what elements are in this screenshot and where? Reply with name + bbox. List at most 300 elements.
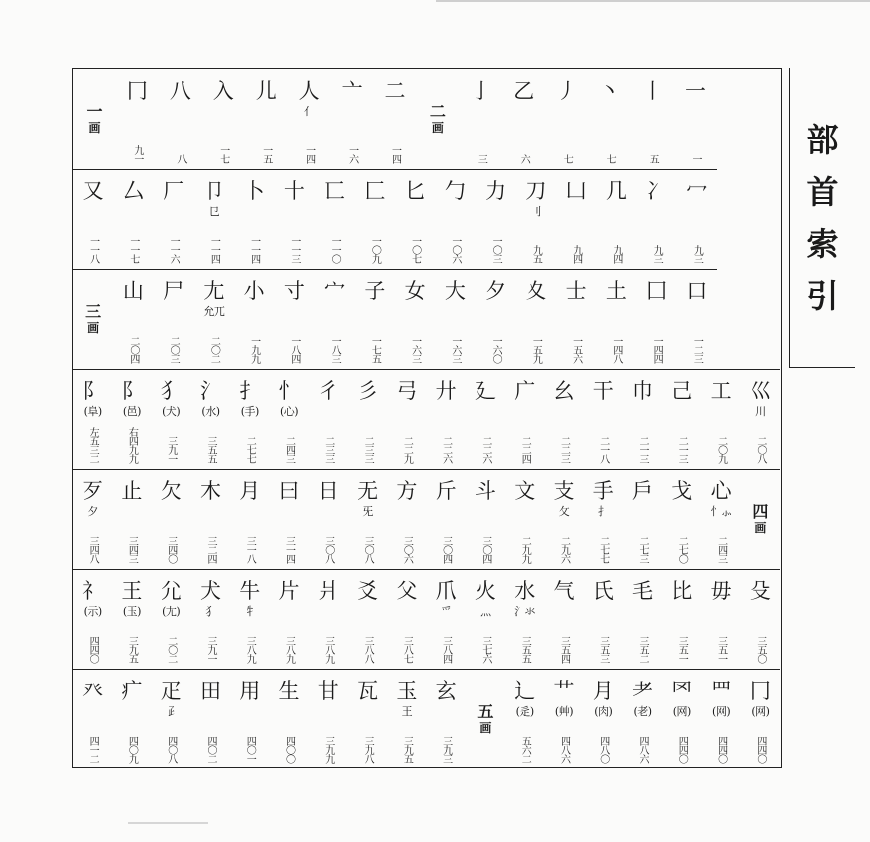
radical-entry[interactable] (557, 269, 595, 369)
radical-char: 几 (605, 179, 627, 203)
radical-char: 耂 (632, 679, 654, 703)
page-number: 一 (690, 154, 702, 163)
radical-entry[interactable] (290, 69, 328, 169)
radical-entry[interactable] (388, 369, 426, 469)
radical-char: 戶 (632, 479, 654, 503)
page-number: 三八四 (440, 636, 452, 663)
radical-entry[interactable] (624, 669, 662, 769)
radical-entry[interactable] (506, 669, 544, 769)
radical-entry[interactable] (396, 169, 434, 269)
page-number: 三五四 (558, 636, 570, 663)
radical-char: 刀 (525, 179, 547, 203)
radical-entry[interactable] (356, 269, 394, 369)
radical-entry[interactable] (152, 469, 190, 569)
radical-entry[interactable] (231, 669, 269, 769)
radical-char: 毛 (632, 579, 654, 603)
page-number: 一八三 (329, 336, 341, 363)
radical-entry[interactable] (191, 369, 229, 469)
radical-entry[interactable] (427, 669, 465, 769)
page-number: 四八〇 (597, 736, 609, 763)
radical-char: 日 (317, 479, 339, 503)
radical-entry[interactable] (427, 369, 465, 469)
radical-entry[interactable] (638, 169, 676, 269)
radical-char: 丶 (599, 79, 621, 103)
radical-char: 手 (592, 479, 614, 503)
radical-entry[interactable] (624, 369, 662, 469)
radical-variant: 允兀 (203, 305, 225, 318)
radical-entry[interactable] (545, 369, 583, 469)
radical-entry[interactable] (275, 269, 313, 369)
page-number: 三五二 (637, 636, 649, 663)
page-number: 一七 (217, 145, 229, 163)
title-char: 引 (806, 276, 839, 315)
radical-entry[interactable] (427, 469, 465, 569)
radical-char: 艹 (553, 679, 575, 703)
page-number: 七 (604, 154, 616, 163)
radical-variant: (网) (672, 705, 691, 718)
page-number: 二〇二 (165, 636, 177, 663)
page-number: 二四三 (715, 536, 727, 563)
radical-entry[interactable] (309, 369, 347, 469)
page-number: 三八八 (362, 636, 374, 663)
page-number: 九三 (691, 245, 703, 263)
radical-char: 无 (357, 479, 379, 503)
page-number: 二七〇 (676, 536, 688, 563)
radical-char: 爪 (435, 579, 457, 603)
radical-char: 儿 (255, 79, 277, 103)
radical-char: 八 (169, 79, 191, 103)
radical-entry[interactable] (702, 569, 740, 669)
radical-variant: (老) (633, 705, 652, 718)
radical-char: 尸 (163, 279, 185, 303)
radical-entry[interactable] (349, 469, 387, 569)
page-number: 一六〇 (490, 336, 502, 363)
radical-entry[interactable] (270, 469, 308, 569)
radical-entry[interactable] (663, 569, 701, 669)
radical-char: 心 (710, 479, 732, 503)
radical-entry[interactable] (231, 569, 269, 669)
stroke-count-heading (418, 69, 458, 169)
radical-variant: (示) (83, 605, 102, 618)
radical-entry[interactable] (388, 569, 426, 669)
radical-variant: 㔾 (208, 205, 220, 218)
radical-char: 文 (514, 479, 536, 503)
page-number: 四四〇 (87, 636, 99, 663)
radical-char: 犬 (199, 579, 221, 603)
radical-entry[interactable] (678, 169, 716, 269)
page-number: 一一六 (168, 236, 180, 263)
radical-char: 厂 (163, 179, 185, 203)
radical-char: 卜 (243, 179, 265, 203)
radical-variant: (心) (279, 405, 299, 418)
page-number: 一七五 (369, 336, 381, 363)
radical-char: 方 (396, 479, 418, 503)
radical-entry[interactable] (741, 669, 779, 769)
page-number: 三五一 (676, 636, 688, 663)
page-number: 三四八 (87, 536, 99, 563)
radical-variant: (辵) (515, 705, 534, 718)
page-number: 一一八 (87, 236, 99, 263)
radical-char: 水 (514, 579, 536, 603)
radical-entry[interactable] (270, 669, 308, 769)
radical-entry[interactable] (191, 569, 229, 669)
radical-entry[interactable] (702, 669, 740, 769)
radical-entry[interactable] (506, 569, 544, 669)
radical-entry[interactable] (548, 69, 586, 169)
radical-entry[interactable] (113, 569, 151, 669)
radical-char: 支 (553, 479, 575, 503)
radical-entry[interactable] (584, 669, 622, 769)
radical-char: 入 (212, 79, 234, 103)
radical-variant: 𤴔 (165, 705, 177, 718)
radical-char: 用 (239, 679, 261, 703)
radical-char: 火 (474, 579, 496, 603)
radical-entry[interactable] (309, 669, 347, 769)
radical-variant: 灬 (480, 605, 491, 618)
radical-entry[interactable] (316, 169, 354, 269)
radical-char: 斗 (474, 479, 496, 503)
radical-char: 冂 (126, 79, 148, 103)
stroke-count-heading (74, 69, 114, 169)
page-number: 一六三 (409, 336, 421, 363)
radical-char: 疒 (121, 679, 143, 703)
page-number: 五六二 (519, 736, 531, 763)
page-number: 一〇三 (490, 236, 502, 263)
page-number: 二一三 (637, 436, 649, 463)
radical-entry[interactable] (309, 469, 347, 569)
radical-entry[interactable] (195, 169, 233, 269)
radical-entry[interactable] (270, 369, 308, 469)
page-number: 一四四 (651, 336, 663, 363)
page-number: 二七七 (597, 536, 609, 563)
stroke-count-number: 四 (752, 502, 769, 521)
page-number: 一〇九 (369, 236, 381, 263)
page-number: 一一四 (248, 236, 260, 263)
radical-entry[interactable] (466, 569, 504, 669)
radical-char: 凵 (565, 179, 587, 203)
page-number: 七 (561, 154, 573, 163)
radical-char: 乙 (513, 79, 535, 103)
page-number: 三二四 (204, 536, 216, 563)
page-number: 九四 (610, 245, 622, 263)
radical-entry[interactable] (741, 369, 779, 469)
radical-entry[interactable] (231, 469, 269, 569)
radical-entry[interactable] (677, 69, 715, 169)
page-number: 一〇六 (449, 236, 461, 263)
radical-char: 干 (592, 379, 614, 403)
radical-entry[interactable] (388, 669, 426, 769)
radical-char: 阝 (121, 379, 143, 403)
page-number: 右四九九 (126, 427, 138, 463)
radical-entry[interactable] (517, 269, 555, 369)
radical-entry[interactable] (436, 269, 474, 369)
radical-entry[interactable] (74, 169, 112, 269)
radical-char: 王 (121, 579, 143, 603)
radical-entry[interactable] (702, 369, 740, 469)
radical-index-table (72, 68, 839, 768)
page-number: 三九八 (362, 736, 374, 763)
page-number: 左五三二 (87, 427, 99, 463)
radical-char: 毋 (710, 579, 732, 603)
radical-entry[interactable] (678, 269, 716, 369)
radical-entry[interactable] (663, 469, 701, 569)
radical-char: 彳 (317, 379, 339, 403)
radical-entry[interactable] (275, 169, 313, 269)
radical-char: 己 (671, 379, 693, 403)
page-number: 四一二 (87, 736, 99, 763)
radical-char: 扌 (239, 379, 261, 403)
radical-variant: 忄⺗ (710, 505, 732, 518)
radical-entry[interactable] (74, 469, 112, 569)
page-number: 二二六 (479, 436, 491, 463)
radical-entry[interactable] (545, 669, 583, 769)
radical-entry[interactable] (741, 569, 779, 669)
page-number: 四〇八 (165, 736, 177, 763)
page-number: 二四三 (283, 436, 295, 463)
page-number: 二一八 (597, 436, 609, 463)
radical-char: 寸 (283, 279, 305, 303)
radical-char: 爻 (357, 579, 379, 603)
page-number: 四八六 (637, 736, 649, 763)
radical-entry[interactable] (191, 469, 229, 569)
radical-entry[interactable] (114, 169, 152, 269)
radical-char: 人 (298, 79, 320, 103)
radical-char: 士 (565, 279, 587, 303)
radical-entry[interactable] (349, 369, 387, 469)
radical-char: 宀 (324, 279, 346, 303)
radical-entry[interactable] (557, 169, 595, 269)
radical-char: 大 (444, 279, 466, 303)
radical-entry[interactable] (663, 369, 701, 469)
radical-char: 甘 (317, 679, 339, 703)
page-number: 二九六 (558, 536, 570, 563)
radical-char: 弓 (396, 379, 418, 403)
radical-entry[interactable] (505, 69, 543, 169)
index-title (789, 68, 855, 368)
radical-entry[interactable] (114, 269, 152, 369)
page-number: 三七六 (479, 636, 491, 663)
radical-char: 辶 (514, 679, 536, 703)
radical-char: 冫 (646, 179, 668, 203)
radical-entry[interactable] (477, 169, 515, 269)
radical-entry[interactable] (517, 169, 555, 269)
radical-entry[interactable] (118, 69, 156, 169)
page-number: 三八九 (283, 636, 295, 663)
radical-entry[interactable] (152, 669, 190, 769)
page-number: 三五〇 (754, 636, 766, 663)
radical-entry[interactable] (74, 569, 112, 669)
radical-entry[interactable] (597, 269, 635, 369)
radical-char: 癶 (82, 679, 104, 703)
radical-entry[interactable] (545, 569, 583, 669)
radical-char: 亠 (341, 79, 363, 103)
radical-variant: 王 (401, 705, 413, 718)
page-number: 二三三 (362, 436, 374, 463)
radical-entry[interactable] (584, 469, 622, 569)
radical-char: 丿 (556, 79, 578, 103)
radical-entry[interactable] (545, 469, 583, 569)
radical-entry[interactable] (333, 69, 371, 169)
page-number: 三四三 (126, 536, 138, 563)
page-number: 九一 (131, 145, 143, 163)
radical-variant: (邑) (122, 405, 141, 418)
page-number: 二二四 (519, 436, 531, 463)
radical-entry[interactable] (388, 469, 426, 569)
radical-char: 巾 (632, 379, 654, 403)
page-number: 一九九 (248, 336, 260, 363)
page-number: 二〇四 (127, 336, 139, 363)
page-number: 二二六 (440, 436, 452, 463)
radical-char: 亅 (470, 79, 492, 103)
radical-char: 父 (396, 579, 418, 603)
radical-entry[interactable] (155, 169, 193, 269)
radical-entry[interactable] (506, 369, 544, 469)
radical-entry[interactable] (309, 569, 347, 669)
radical-entry[interactable] (462, 69, 500, 169)
radical-variant: (阜) (83, 405, 102, 418)
page-number: 一八四 (288, 336, 300, 363)
radical-char: 田 (199, 679, 221, 703)
page-number: 三九五 (126, 636, 138, 663)
page-number: 一二三 (691, 336, 703, 363)
radical-char: 罒 (710, 679, 732, 703)
radical-char: 一 (685, 79, 707, 103)
radical-entry[interactable] (349, 569, 387, 669)
radical-char: 斤 (435, 479, 457, 503)
radical-entry[interactable] (396, 269, 434, 369)
radical-entry[interactable] (584, 369, 622, 469)
radical-entry[interactable] (161, 69, 199, 169)
radical-char: 小 (243, 279, 265, 303)
radical-variant: (网) (712, 705, 731, 718)
page-number: 二一三 (676, 436, 688, 463)
radical-char: 夕 (485, 279, 507, 303)
radical-entry[interactable] (231, 369, 269, 469)
stroke-count-number: 五 (477, 702, 494, 721)
radical-variant: 牜 (244, 605, 255, 618)
stroke-count-heading (740, 469, 780, 569)
radical-entry[interactable] (113, 469, 151, 569)
radical-variant: 旡 (362, 505, 373, 518)
radical-variant: (肉) (594, 705, 613, 718)
radical-char: 山 (122, 279, 144, 303)
radical-char: 殳 (749, 579, 771, 603)
radical-entry[interactable] (597, 169, 635, 269)
radical-entry[interactable] (663, 669, 701, 769)
radical-entry[interactable] (204, 69, 242, 169)
radical-entry[interactable] (624, 469, 662, 569)
radical-entry[interactable] (270, 569, 308, 669)
radical-entry[interactable] (247, 69, 285, 169)
radical-entry[interactable] (152, 369, 190, 469)
page-number: 二二九 (401, 436, 413, 463)
page-number: 三八七 (401, 636, 413, 663)
radical-char: 卩 (203, 179, 225, 203)
radical-char: 匚 (364, 179, 386, 203)
radical-char: 女 (404, 279, 426, 303)
radical-variant: (尢) (162, 605, 181, 618)
radical-char: 生 (278, 679, 300, 703)
radical-variant: 亻 (303, 105, 315, 118)
radical-entry[interactable] (235, 269, 273, 369)
radical-entry[interactable] (624, 569, 662, 669)
radical-entry[interactable] (466, 469, 504, 569)
radical-char: 匸 (324, 179, 346, 203)
stroke-count-label: 画 (431, 121, 444, 135)
radical-entry[interactable] (356, 169, 394, 269)
page-number: 一四 (303, 145, 315, 163)
radical-entry[interactable] (376, 69, 414, 169)
radical-char: 罓 (671, 679, 693, 703)
stroke-count-number: 二 (429, 102, 446, 121)
radical-char: 力 (485, 179, 507, 203)
radical-entry[interactable] (152, 569, 190, 669)
radical-entry[interactable] (316, 269, 354, 369)
radical-entry[interactable] (584, 569, 622, 669)
radical-entry[interactable] (702, 469, 740, 569)
page-number: 三〇六 (401, 536, 413, 563)
radical-variant: 夕 (87, 505, 98, 518)
page-number: 三一八 (244, 536, 256, 563)
radical-entry[interactable] (634, 69, 672, 169)
radical-entry[interactable] (591, 69, 629, 169)
radical-entry[interactable] (427, 569, 465, 669)
radical-char: 氏 (592, 579, 614, 603)
radical-char: 勹 (444, 179, 466, 203)
page-number: 三五一 (715, 636, 727, 663)
radical-entry[interactable] (638, 269, 676, 369)
page-number: 三 (475, 154, 487, 163)
stroke-count-label: 画 (479, 721, 492, 735)
page-number: 三四〇 (165, 536, 177, 563)
radical-char: 口 (686, 279, 708, 303)
page-number: 二九九 (519, 536, 531, 563)
page-number: 三八九 (244, 636, 256, 663)
page-number: 九三 (651, 245, 663, 263)
page-number: 八 (174, 154, 186, 163)
radical-variant: 扌 (598, 505, 609, 518)
radical-entry[interactable] (506, 469, 544, 569)
stroke-count-heading (73, 269, 113, 369)
radical-entry[interactable] (466, 369, 504, 469)
radical-entry[interactable] (74, 669, 112, 769)
radical-entry[interactable] (74, 369, 112, 469)
page-number: 二〇八 (754, 436, 766, 463)
radical-entry[interactable] (191, 669, 229, 769)
radical-entry[interactable] (195, 269, 233, 369)
radical-entry[interactable] (113, 369, 151, 469)
radical-entry[interactable] (349, 669, 387, 769)
radical-entry[interactable] (436, 169, 474, 269)
radical-entry[interactable] (113, 669, 151, 769)
title-char: 索 (806, 224, 839, 263)
radical-entry[interactable] (235, 169, 273, 269)
radical-char: 廴 (474, 379, 496, 403)
page-number: 二二三 (558, 436, 570, 463)
stroke-count-heading (465, 669, 505, 769)
radical-char: 月 (239, 479, 261, 503)
radical-char: 土 (605, 279, 627, 303)
radical-entry[interactable] (477, 269, 515, 369)
radical-entry[interactable] (155, 269, 193, 369)
page-number: 一〇七 (409, 236, 421, 263)
radical-variant: (犬) (162, 405, 181, 418)
top-rule (436, 0, 870, 2)
radical-char: 巛 (749, 379, 771, 403)
page-number: 一五 (260, 145, 272, 163)
page-number: 三九三 (440, 736, 452, 763)
radical-char: 夊 (525, 279, 547, 303)
